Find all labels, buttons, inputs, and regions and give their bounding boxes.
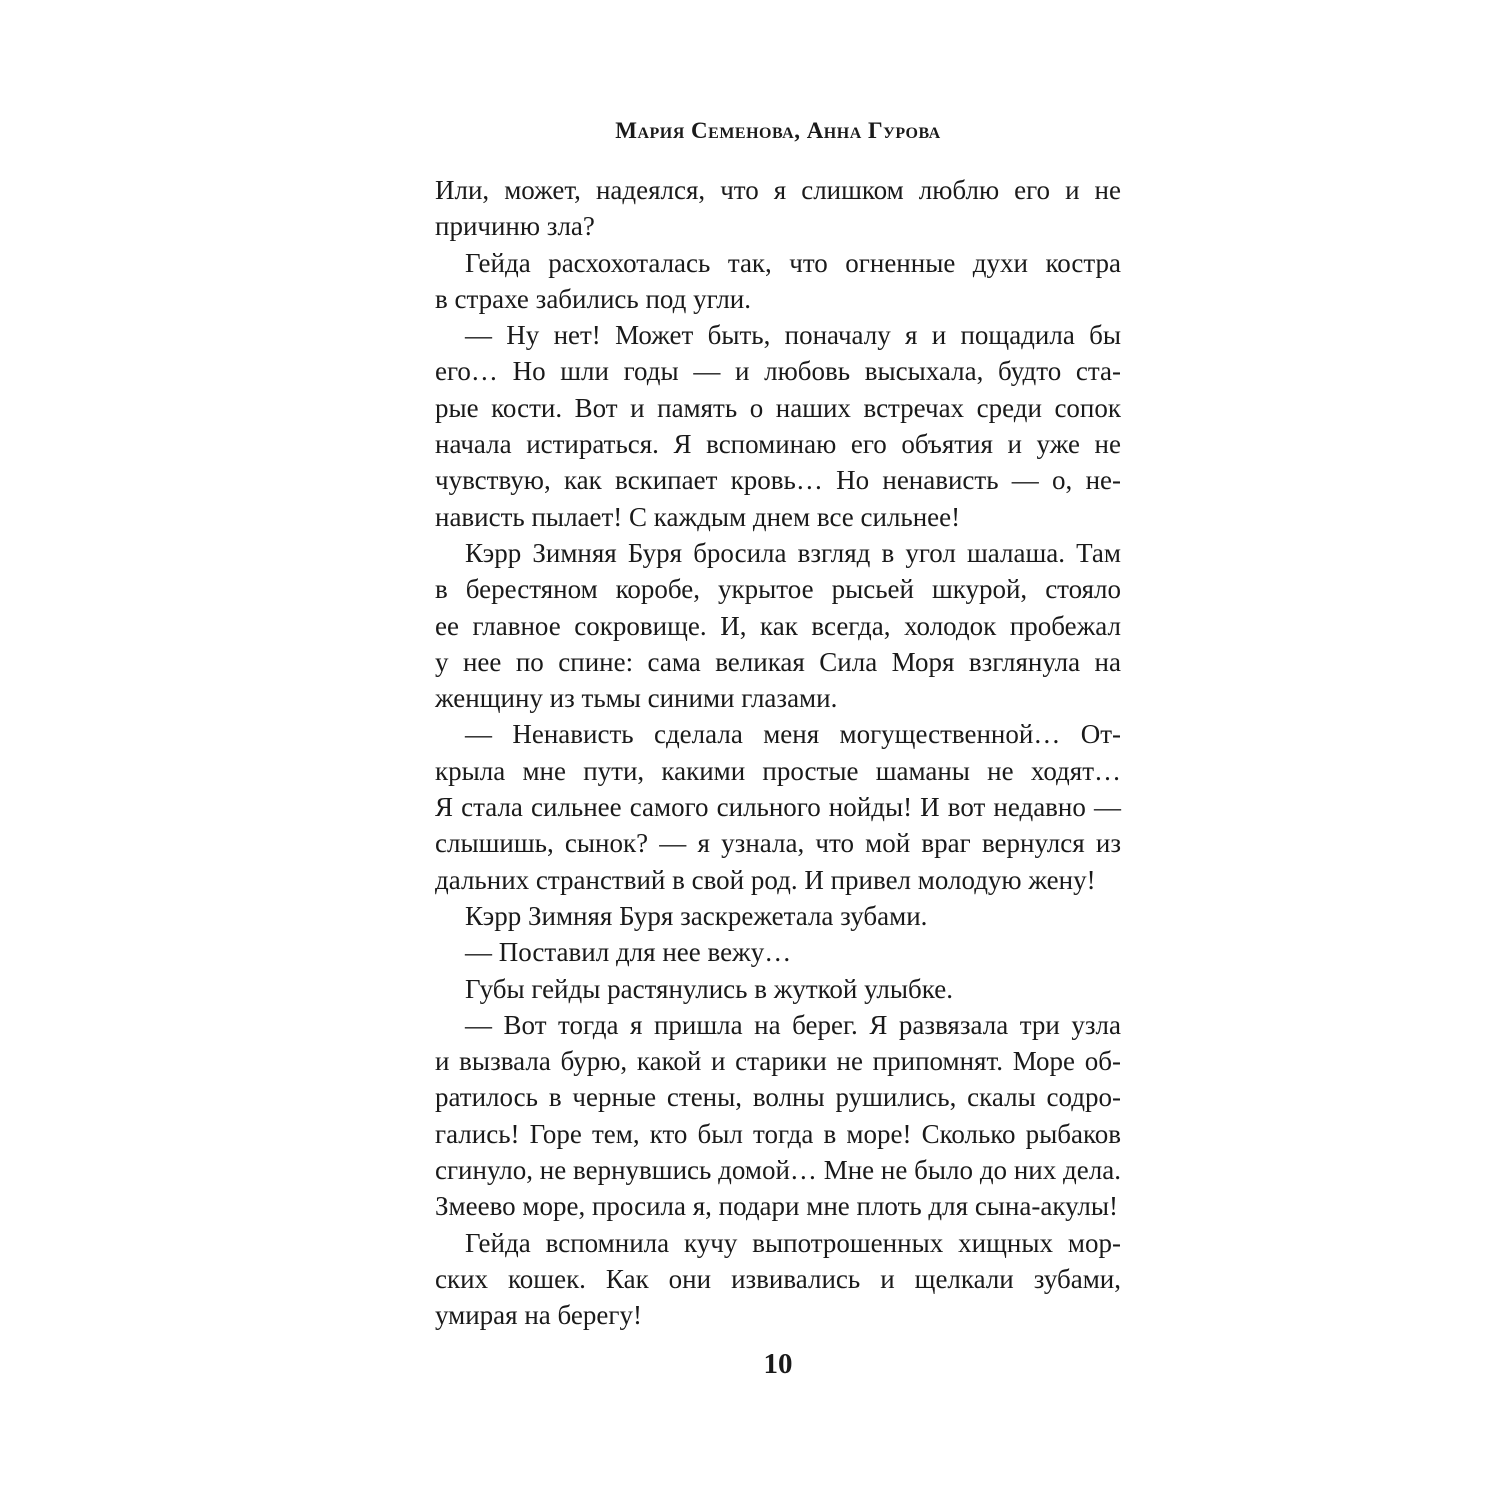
text-line: и вызвала бурю, какой и старики не припомнят. Море об- [435,1046,1121,1077]
text-line: ратилось в черные стены, волны рушились, скалы содро- [435,1082,1121,1113]
text-line: — Вот тогда я пришла на берег. Я развязала три узла [465,1009,1121,1040]
running-head: Мария Семенова, Анна Гурова [615,118,941,143]
text-line: Я стала сильнее самого сильного нойды! И вот недавно — [435,792,1121,823]
body-text [435,172,1121,1334]
text-line: в страхе забились под угли. [435,283,751,314]
text-line: крыла мне пути, какими простые шаманы не ходят… [435,755,1121,786]
text-line: Кэрр Зимняя Буря заскрежетала зубами. [465,900,928,931]
text-line: Или, может, надеялся, что я слишком люблю его и не [435,175,1121,205]
text-line: Гейда вспомнила кучу выпотрошенных хищных мор- [465,1227,1121,1258]
text-line: Губы гейды растянулись в жуткой улыбке. [465,973,953,1004]
text-line: слышишь, сынок? — я узнала, что мой враг вернулся из [435,828,1121,859]
text-line: нависть пылает! С каждым днем все сильнее! [435,501,961,532]
page-number: 10 [763,1348,793,1380]
text-line: в берестяном коробе, укрытое рысьей шкурой, стояло [435,574,1121,605]
text-line: женщину из тьмы синими глазами. [435,683,838,714]
text-line: гались! Горе тем, кто был тогда в море! Сколько рыбаков [435,1118,1121,1149]
text-line: Гейда расхохоталась так, что огненные духи костра [465,247,1121,278]
text-line: сгинуло, не вернувшись домой… Мне не было до них дела. [435,1155,1121,1186]
text-line: рые кости. Вот и память о наших встречах среди сопок [435,392,1121,423]
text-line: причиню зла? [435,211,595,242]
text-line: — Ну нет! Может быть, поначалу я и пощадила бы [465,320,1121,351]
text-line: начала истираться. Я вспоминаю его объятия и уже не [435,429,1121,460]
text-line: Кэрр Зимняя Буря бросила взгляд в угол шалаша. Там [465,537,1121,568]
text-line: его… Но шли годы — и любовь высыхала, будто ста- [435,356,1121,387]
text-line: ских кошек. Как они извивались и щелкали зубами, [435,1263,1121,1294]
text-line: — Поставил для нее вежу… [465,937,792,968]
text-line: — Ненависть сделала меня могущественной… От- [465,719,1121,750]
text-line: у нее по спине: сама великая Сила Моря взглянула на [435,646,1121,677]
text-line: ее главное сокровище. И, как всегда, холодок пробежал [435,610,1121,641]
text-line: чувствую, как вскипает кровь… Но ненависть — о, не- [435,465,1121,496]
text-line: дальних странствий в свой род. И привел молодую жену! [435,864,1096,895]
text-line: Змеево море, просила я, подари мне плоть для сына-акулы! [435,1191,1119,1222]
text-line: умирая на берегу! [435,1300,642,1331]
